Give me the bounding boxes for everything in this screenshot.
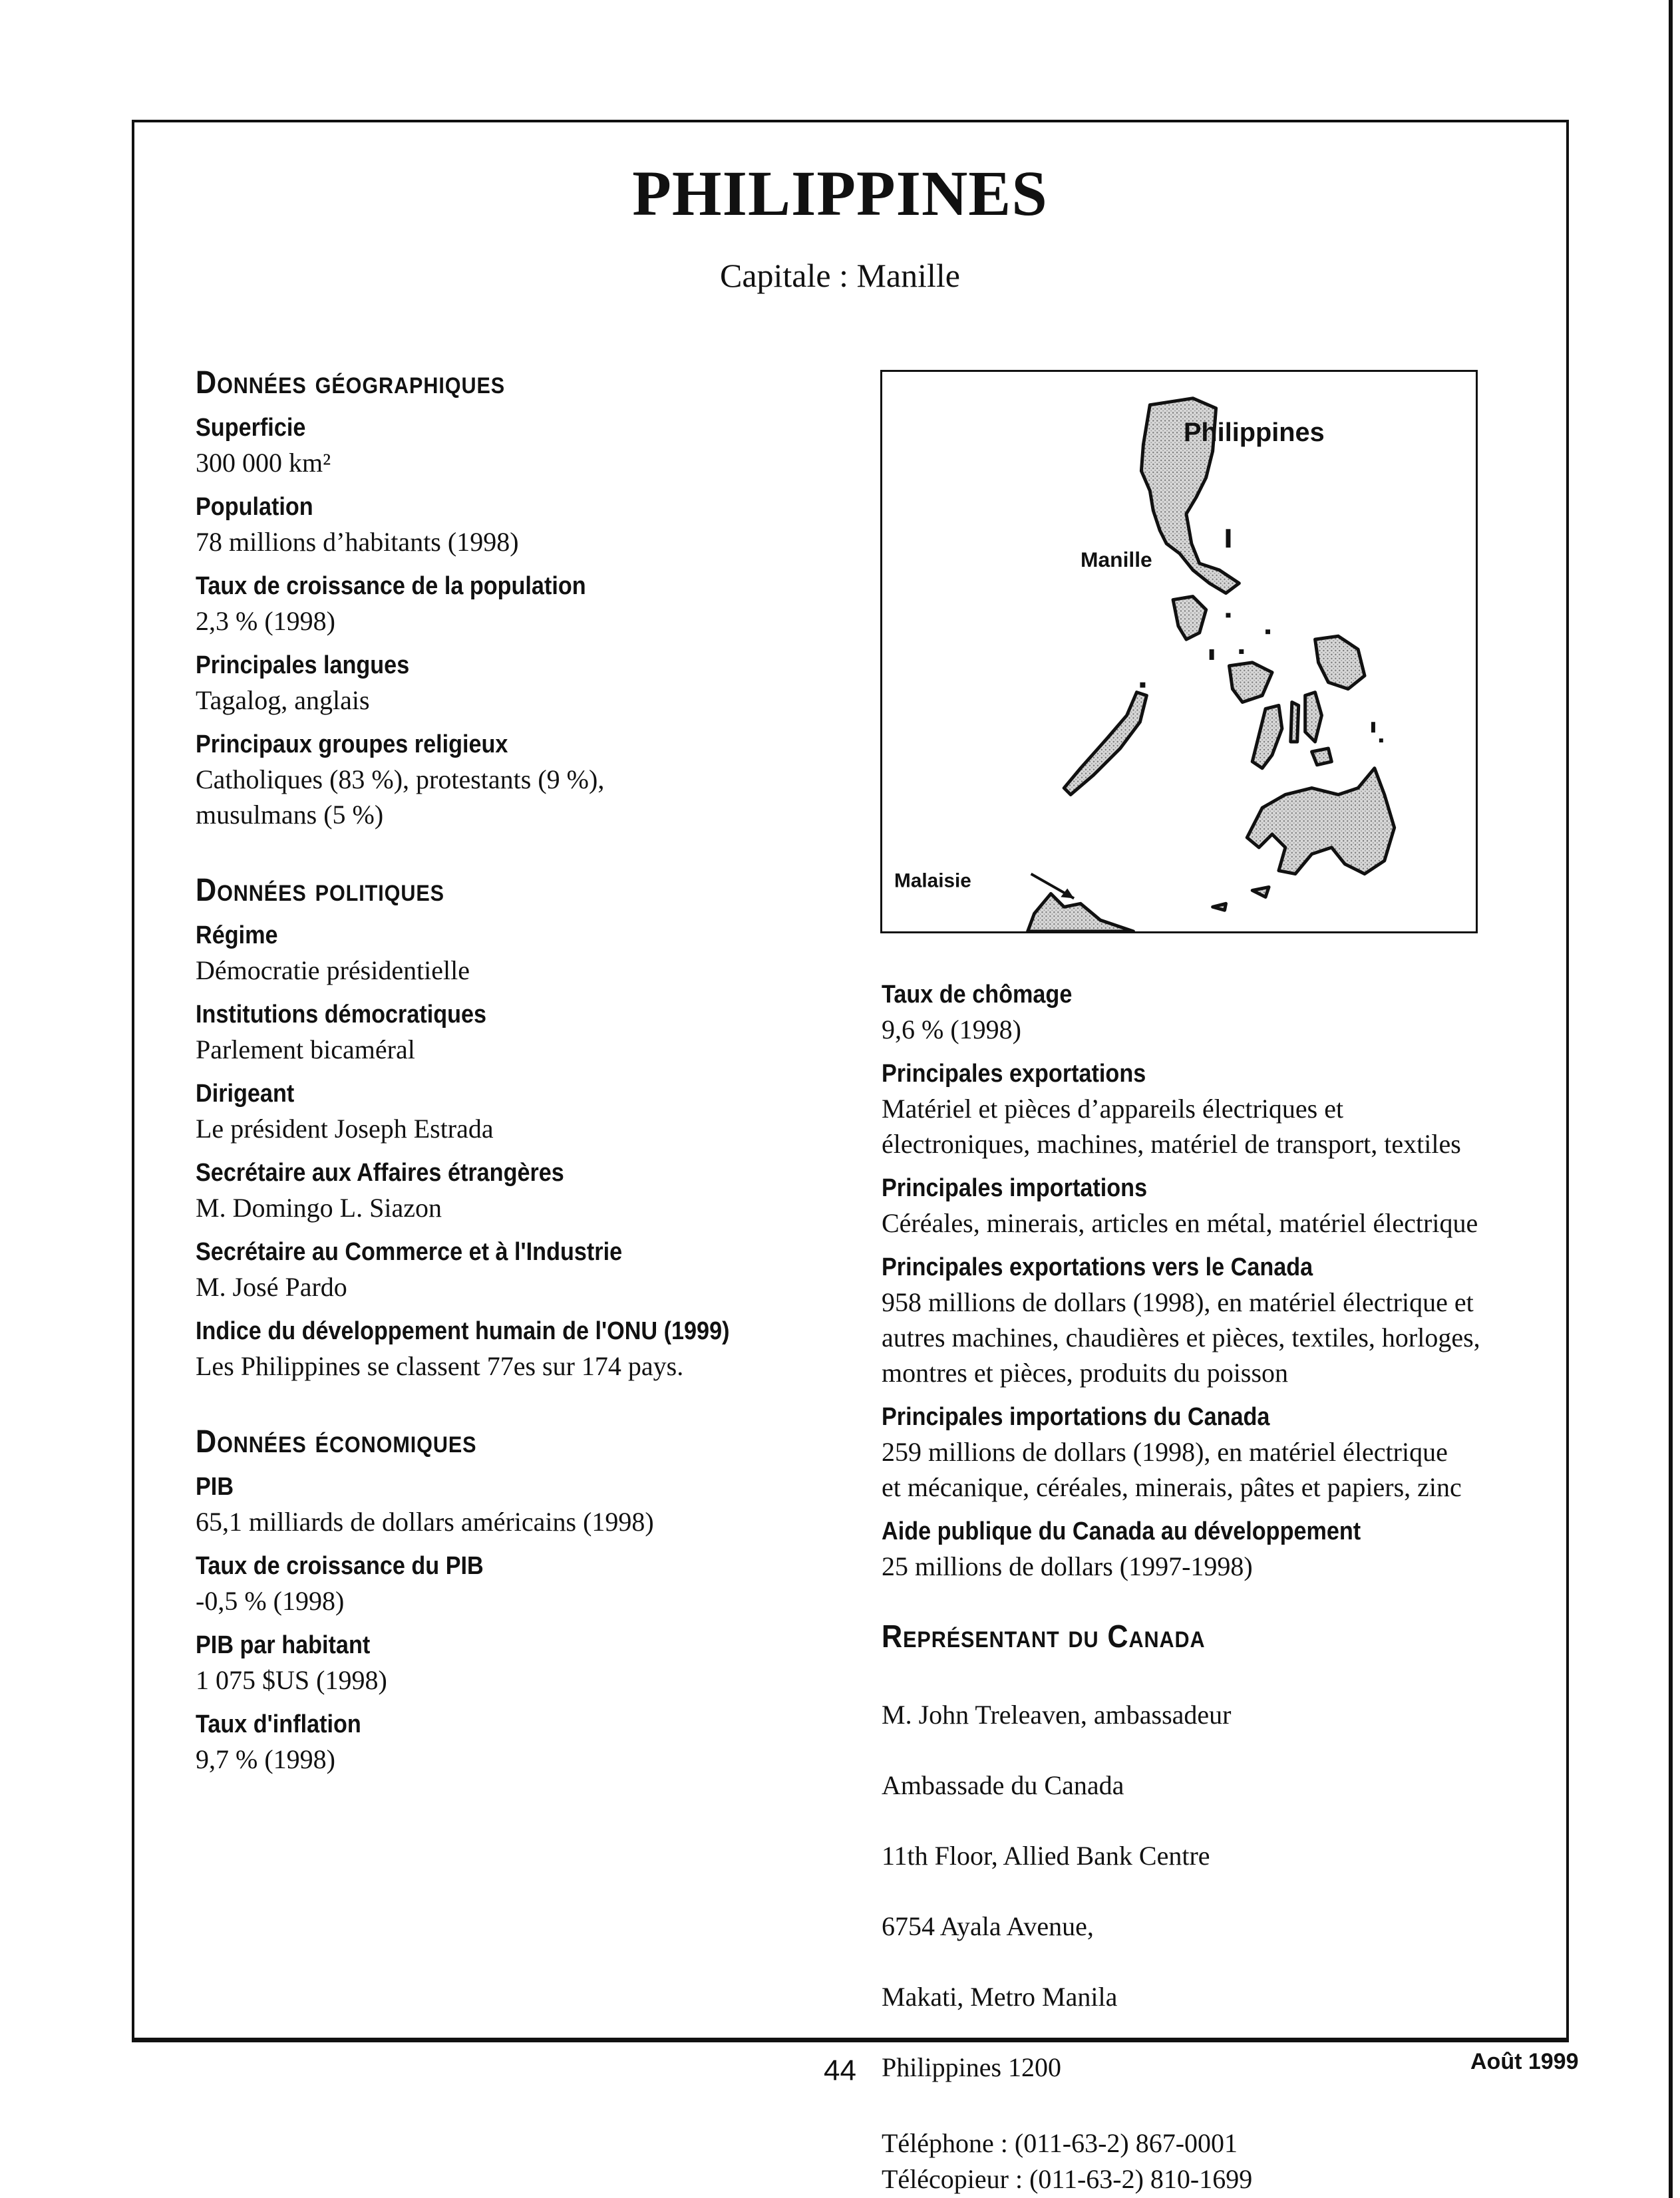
economy-value: 1 075 $US (1998) — [196, 1665, 387, 1695]
address-line: 6754 Ayala Avenue, — [882, 1911, 1094, 1941]
economy-label: Taux d'inflation — [196, 1710, 361, 1738]
politics-label: Régime — [196, 921, 278, 949]
politics-item — [196, 1235, 861, 1305]
geo-value: Tagalog, anglais — [196, 685, 370, 715]
map-label-country: Philippines — [1183, 418, 1325, 448]
politics-value: Démocratie présidentielle — [196, 955, 470, 985]
geo-section-title: Données géographiques — [196, 365, 506, 400]
economy-label: PIB — [196, 1473, 234, 1501]
economy-label: Principales importations — [882, 1174, 1148, 1202]
geo-value: 78 millions d’habitants (1998) — [196, 527, 519, 557]
economy-item — [196, 1470, 861, 1539]
address-line: Philippines 1200 — [882, 2052, 1062, 2082]
politics-label: Indice du développement humain de l'ONU (1999) — [196, 1317, 730, 1345]
economy-section-title: Données économiques — [196, 1424, 477, 1460]
address-line: 11th Floor, Allied Bank Centre — [882, 1841, 1210, 1871]
map-label-capital: Manille — [1081, 547, 1152, 571]
economy-item — [882, 1400, 1574, 1505]
economy-value: 958 millions de dollars (1998), en matériel électrique et autres machines, chaudières et pièces, textiles, horloges, montres et pièces, produits du poisson — [882, 1287, 1480, 1388]
geo-label: Superficie — [196, 414, 306, 442]
economy-label: Taux de chômage — [882, 981, 1073, 1009]
geo-value: 300 000 km² — [196, 448, 331, 478]
geo-item — [196, 410, 861, 480]
politics-item — [196, 1314, 861, 1384]
economy-value: 25 millions de dollars (1997-1998) — [882, 1551, 1253, 1581]
page-number: 44 — [824, 2054, 856, 2087]
politics-value: Parlement bicaméral — [196, 1034, 415, 1064]
economy-value: 65,1 milliards de dollars américains (1998) — [196, 1507, 654, 1537]
geo-label: Taux de croissance de la population — [196, 572, 586, 600]
geo-label: Population — [196, 493, 313, 521]
politics-item — [196, 1076, 861, 1146]
map-label-neighbor: Malaisie — [894, 869, 971, 892]
geo-item — [196, 569, 861, 639]
economy-value: Matériel et pièces d’appareils électriques et électroniques, machines, matériel de transport, textiles — [882, 1094, 1461, 1159]
politics-label: Secrétaire aux Affaires étrangères — [196, 1159, 564, 1187]
economy-value: Céréales, minerais, articles en métal, matériel électrique — [882, 1208, 1478, 1238]
politics-label: Dirigeant — [196, 1080, 295, 1108]
economy-value: 9,6 % (1998) — [882, 1015, 1021, 1044]
economy-item — [196, 1628, 861, 1698]
capital-line: Capitale : Manille — [719, 257, 960, 294]
economy-item — [882, 977, 1574, 1047]
economy-value: -0,5 % (1998) — [196, 1586, 345, 1616]
economy-label: Principales importations du Canada — [882, 1403, 1270, 1431]
economy-item — [882, 1514, 1574, 1584]
politics-value: M. Domingo L. Siazon — [196, 1193, 442, 1223]
economy-value: 259 millions de dollars (1998), en matériel électrique et mécanique, céréales, minerais, pâtes et papiers, zinc — [882, 1437, 1462, 1502]
address-line: M. John Treleaven, ambassadeur — [882, 1700, 1232, 1730]
address-line: Makati, Metro Manila — [882, 1982, 1118, 2012]
geo-value: Catholiques (83 %), protestants (9 %), musulmans (5 %) — [196, 764, 605, 830]
economy-value: 9,7 % (1998) — [196, 1744, 335, 1774]
politics-label: Secrétaire au Commerce et à l'Industrie — [196, 1238, 623, 1266]
politics-item — [196, 997, 861, 1067]
phone-number: Téléphone : (011-63-2) 867-0001 — [882, 2128, 1238, 2158]
geo-label: Principaux groupes religieux — [196, 730, 508, 758]
page-edge-rule — [1669, 0, 1673, 2198]
politics-value: M. José Pardo — [196, 1272, 347, 1302]
politics-value: Le président Joseph Estrada — [196, 1114, 494, 1144]
geo-item — [196, 727, 861, 832]
economy-label: Aide publique du Canada au développement — [882, 1517, 1361, 1545]
economy-label: Principales exportations vers le Canada — [882, 1253, 1313, 1281]
representative-address — [882, 1662, 1574, 2120]
fax-number: Télécopieur : (011-63-2) 810-1699 — [882, 2164, 1253, 2194]
economy-item — [882, 1250, 1574, 1390]
contact-block — [882, 2125, 1574, 2197]
philippines-map-graphic — [882, 372, 1476, 931]
geo-value: 2,3 % (1998) — [196, 606, 335, 636]
left-column — [196, 365, 861, 1777]
country-map — [880, 370, 1478, 933]
politics-label: Institutions démocratiques — [196, 1001, 487, 1028]
page-title: PHILIPPINES — [632, 158, 1048, 229]
economy-item — [882, 1056, 1574, 1162]
economy-label: Taux de croissance du PIB — [196, 1552, 484, 1580]
publication-date: Août 1999 — [1470, 2049, 1579, 2074]
politics-item — [196, 918, 861, 988]
economy-item — [196, 1549, 861, 1619]
economy-label: PIB par habitant — [196, 1631, 371, 1659]
right-column — [882, 968, 1574, 2197]
economy-label: Principales exportations — [882, 1060, 1146, 1088]
economy-item — [882, 1171, 1574, 1241]
geo-label: Principales langues — [196, 651, 410, 679]
address-line: Ambassade du Canada — [882, 1770, 1124, 1800]
politics-item — [196, 1156, 861, 1225]
politics-value: Les Philippines se classent 77es sur 174 pays. — [196, 1351, 684, 1381]
geo-item — [196, 648, 861, 718]
economy-item — [196, 1707, 861, 1777]
representative-section-title: Représentant du Canada — [882, 1619, 1206, 1654]
politics-section-title: Données politiques — [196, 873, 444, 908]
geo-item — [196, 490, 861, 559]
